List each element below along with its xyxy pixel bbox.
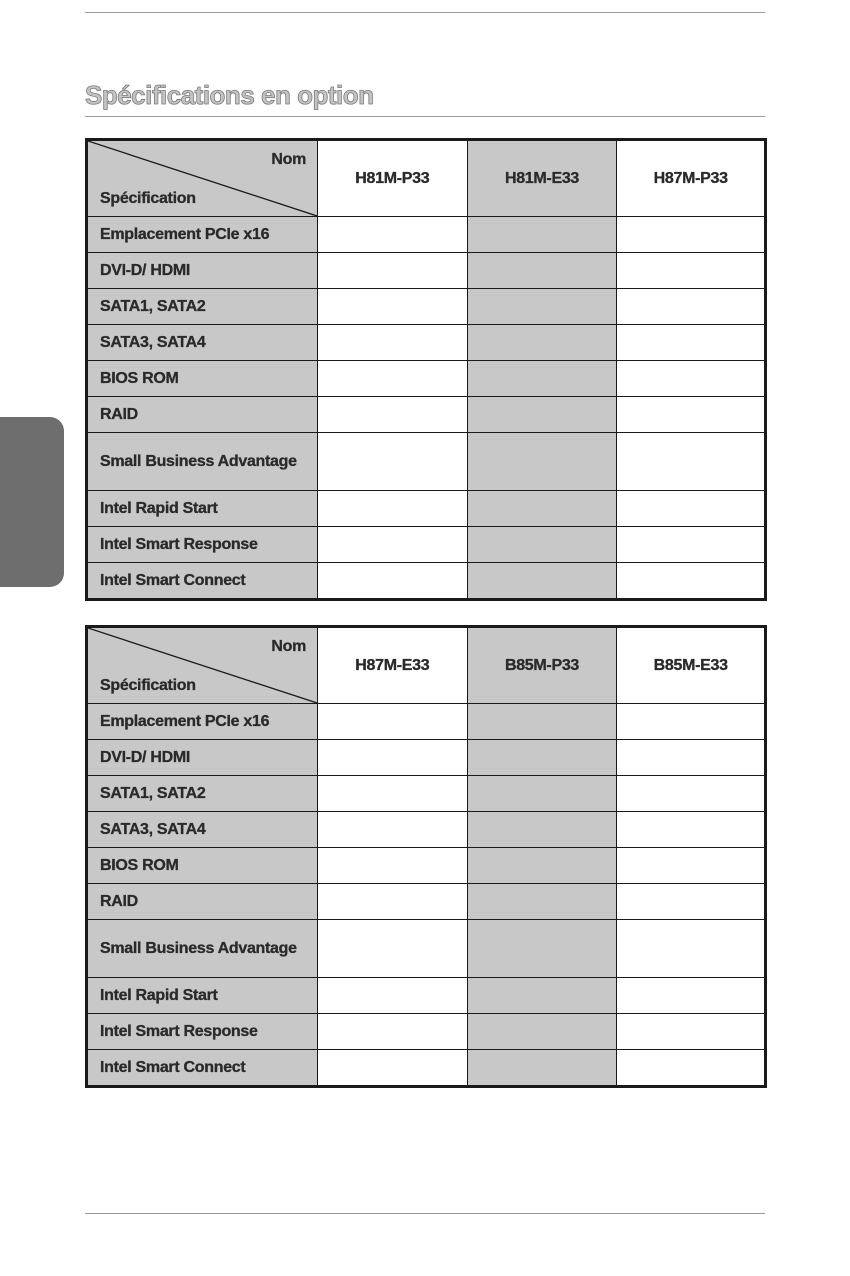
value-cell: [318, 217, 468, 253]
model-header: H81M-E33: [467, 140, 617, 217]
value-cell: [318, 491, 468, 527]
row-label: Intel Rapid Start: [87, 978, 318, 1014]
row-label: Intel Smart Connect: [87, 1050, 318, 1087]
value-cell: [467, 527, 617, 563]
model-header: H87M-P33: [617, 140, 766, 217]
table-row: [87, 812, 766, 848]
model-header: B85M-E33: [617, 627, 766, 704]
bottom-rule: [85, 1213, 765, 1214]
value-cell: [617, 776, 766, 812]
row-label: Intel Smart Response: [87, 1014, 318, 1050]
table-row: [87, 361, 766, 397]
spec-table-1: [85, 138, 767, 601]
value-cell: [318, 1050, 468, 1087]
value-cell: [467, 397, 617, 433]
table-row: [87, 491, 766, 527]
top-rule: [85, 12, 765, 13]
model-header: H81M-P33: [318, 140, 468, 217]
spec-table-2: [85, 625, 767, 1088]
value-cell: [467, 740, 617, 776]
value-cell: [617, 361, 766, 397]
value-cell: [318, 848, 468, 884]
table-row: [87, 217, 766, 253]
table-row: [87, 740, 766, 776]
value-cell: [318, 920, 468, 978]
value-cell: [467, 1050, 617, 1087]
value-cell: [467, 433, 617, 491]
value-cell: [318, 776, 468, 812]
value-cell: [617, 1050, 766, 1087]
value-cell: [318, 884, 468, 920]
value-cell: [467, 563, 617, 600]
corner-label-specification: Spécification: [100, 190, 196, 207]
row-label: Small Business Advantage: [87, 433, 318, 491]
table-row: [87, 920, 766, 978]
corner-label-nom: Nom: [271, 151, 307, 168]
table-header-row: [87, 140, 766, 217]
value-cell: [617, 397, 766, 433]
value-cell: [318, 433, 468, 491]
corner-label-nom: Nom: [271, 638, 307, 655]
value-cell: [467, 217, 617, 253]
table-row: [87, 325, 766, 361]
value-cell: [467, 920, 617, 978]
table-row: [87, 527, 766, 563]
table-row: [87, 848, 766, 884]
corner-cell: [87, 140, 318, 217]
row-label: Intel Smart Response: [87, 527, 318, 563]
value-cell: [617, 812, 766, 848]
value-cell: [467, 776, 617, 812]
value-cell: [617, 289, 766, 325]
row-label: SATA3, SATA4: [87, 325, 318, 361]
value-cell: [617, 433, 766, 491]
value-cell: [318, 361, 468, 397]
value-cell: [467, 491, 617, 527]
value-cell: [617, 740, 766, 776]
value-cell: [318, 253, 468, 289]
value-cell: [467, 812, 617, 848]
row-label: Emplacement PCIe x16: [87, 704, 318, 740]
value-cell: [617, 527, 766, 563]
row-label: BIOS ROM: [87, 848, 318, 884]
table-row: [87, 563, 766, 600]
row-label: Small Business Advantage: [87, 920, 318, 978]
value-cell: [617, 563, 766, 600]
title-rule: [85, 116, 765, 117]
row-label: SATA3, SATA4: [87, 812, 318, 848]
value-cell: [318, 563, 468, 600]
table-row: [87, 704, 766, 740]
value-cell: [467, 253, 617, 289]
value-cell: [617, 217, 766, 253]
value-cell: [617, 704, 766, 740]
table-row: [87, 776, 766, 812]
value-cell: [617, 884, 766, 920]
table-row: [87, 433, 766, 491]
side-tab: [0, 417, 64, 587]
value-cell: [467, 848, 617, 884]
row-label: DVI-D/ HDMI: [87, 740, 318, 776]
value-cell: [467, 325, 617, 361]
value-cell: [318, 812, 468, 848]
value-cell: [318, 527, 468, 563]
corner-label-specification: Spécification: [100, 677, 196, 694]
table-row: [87, 1014, 766, 1050]
row-label: SATA1, SATA2: [87, 289, 318, 325]
value-cell: [318, 740, 468, 776]
table-row: [87, 397, 766, 433]
value-cell: [617, 491, 766, 527]
row-label: RAID: [87, 884, 318, 920]
value-cell: [467, 1014, 617, 1050]
corner-cell: [87, 627, 318, 704]
value-cell: [617, 848, 766, 884]
row-label: DVI-D/ HDMI: [87, 253, 318, 289]
value-cell: [617, 1014, 766, 1050]
table-row: [87, 978, 766, 1014]
table-row: [87, 1050, 766, 1087]
row-label: Emplacement PCIe x16: [87, 217, 318, 253]
value-cell: [318, 978, 468, 1014]
table-row: [87, 884, 766, 920]
row-label: RAID: [87, 397, 318, 433]
value-cell: [617, 920, 766, 978]
value-cell: [467, 978, 617, 1014]
table-row: [87, 253, 766, 289]
value-cell: [318, 325, 468, 361]
value-cell: [318, 1014, 468, 1050]
value-cell: [617, 325, 766, 361]
table-row: [87, 289, 766, 325]
row-label: BIOS ROM: [87, 361, 318, 397]
value-cell: [617, 253, 766, 289]
value-cell: [467, 704, 617, 740]
value-cell: [318, 704, 468, 740]
table-header-row: [87, 627, 766, 704]
row-label: Intel Smart Connect: [87, 563, 318, 600]
row-label: Intel Rapid Start: [87, 491, 318, 527]
value-cell: [467, 361, 617, 397]
row-label: SATA1, SATA2: [87, 776, 318, 812]
page-title: Spécifications en option: [85, 80, 374, 110]
value-cell: [318, 289, 468, 325]
model-header: B85M-P33: [467, 627, 617, 704]
model-header: H87M-E33: [318, 627, 468, 704]
value-cell: [467, 884, 617, 920]
value-cell: [467, 289, 617, 325]
value-cell: [318, 397, 468, 433]
value-cell: [617, 978, 766, 1014]
